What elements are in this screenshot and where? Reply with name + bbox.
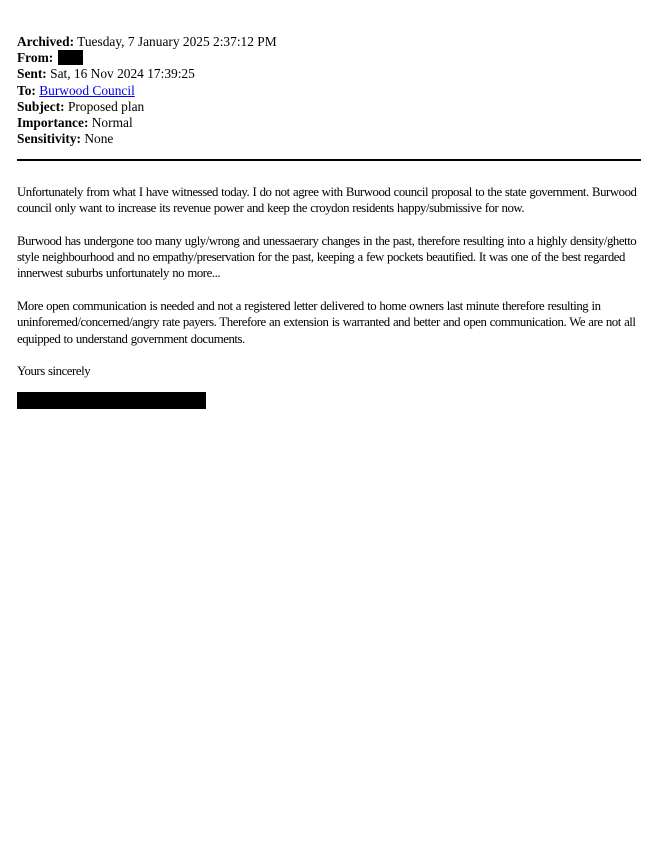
archived-row <box>17 34 641 50</box>
sensitivity-row <box>17 131 641 147</box>
archived-label: Archived: <box>17 34 75 49</box>
email-header <box>17 34 641 147</box>
to-label: To: <box>17 82 36 98</box>
archived-value: Tuesday, 7 January 2025 2:37:12 PM <box>77 34 277 49</box>
body-paragraph: Burwood has undergone too many ugly/wrong and unessaerary changes in the past, therefore resulting into a highly density/ghetto style neighbourhood and no empathy/preservation for the past, keeping a few pockets beautified. It was one of the best regarded innerwest suburbs unfortunately no more... <box>17 233 637 281</box>
sent-label: Sent: <box>17 66 47 82</box>
sent-value: Sat, 16 Nov 2024 17:39:25 <box>50 66 195 82</box>
from-label: From: <box>17 50 54 66</box>
subject-value: Proposed plan <box>67 98 145 114</box>
signature-redaction <box>17 392 206 409</box>
importance-row <box>17 115 641 131</box>
sensitivity-value: None <box>84 131 114 147</box>
body-paragraph: More open communication is needed and not a registered letter delivered to home owners last minute therefore resulting in uninforemed/concerned/angry rate payers. Therefore an extension is warranted and better and open communication. We are not all equipped to understand government documents. <box>17 299 636 346</box>
subject-row <box>17 99 641 115</box>
sensitivity-label: Sensitivity: <box>17 131 81 147</box>
email-body <box>17 184 641 396</box>
sign-off: Yours sincerely <box>17 364 91 379</box>
sent-row <box>17 66 641 82</box>
body-paragraph: Unfortunately from what I have witnessed today. I do not agree with Burwood council proposal to the state government. Burwood council only want to increase its revenue power and keep the croydon residents happy/submissive for now. <box>17 185 637 216</box>
to-row <box>17 83 641 99</box>
importance-value: Normal <box>91 115 133 131</box>
subject-label: Subject: <box>17 98 65 114</box>
to-recipient-link[interactable]: Burwood Council <box>39 82 135 98</box>
importance-label: Importance: <box>17 115 89 131</box>
from-redaction <box>58 50 83 65</box>
header-divider <box>17 159 641 161</box>
from-row <box>17 50 641 66</box>
